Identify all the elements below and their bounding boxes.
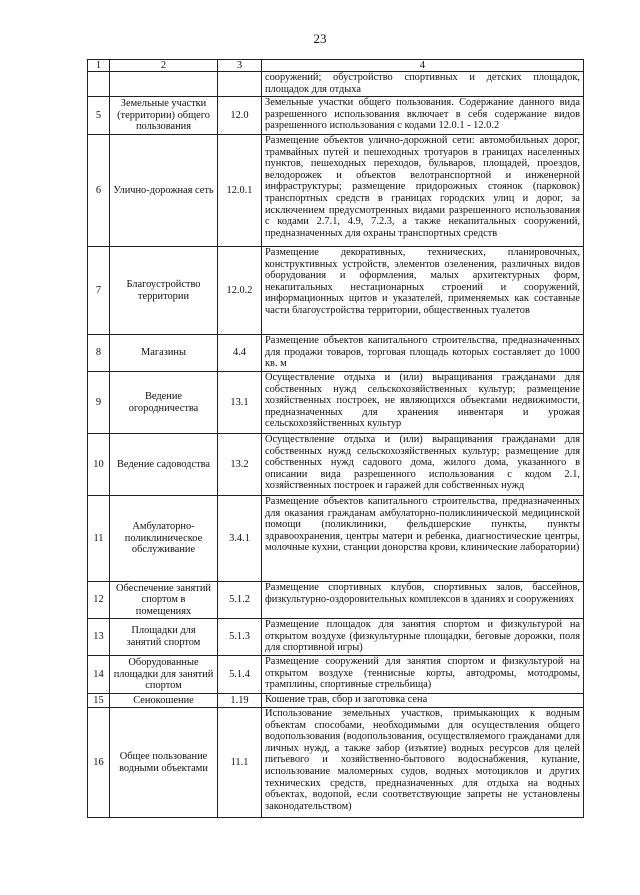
row-code: 12.0.1: [218, 135, 262, 247]
row-name: Общее пользование водными объектами: [110, 708, 218, 818]
row-number: 8: [88, 335, 110, 372]
table-row: [88, 72, 584, 97]
row-name: Оборудованные площадки для занятий спортом: [110, 656, 218, 694]
row-description: Осуществление отдыха и (или) выращивания гражданами для собственных нужд сельскохозяйственных культур; размещение хозяйственных построек, не являющихся объектами недвижимости, предназначенных для хранения инвентаря и урожая сельскохозяйственных культур: [262, 372, 584, 434]
row-code: 13.2: [218, 434, 262, 496]
row-code: 5.1.2: [218, 582, 262, 619]
row-description: Размещение декоративных, технических, планировочных, конструктивных устройств, элементов озеленения, различных видов оборудования и оформления, малых архитектурных форм, некапитальных нестационарных строений и сооружений, информационных щитов и указателей, применяемых как составные части благоустройства территории, общественных туалетов: [262, 247, 584, 335]
table-row: [88, 694, 584, 708]
land-use-table: [87, 59, 584, 818]
row-description: сооружений; обустройство спортивных и детских площадок, площадок для отдыха: [262, 72, 584, 97]
header-col-4: 4: [262, 60, 584, 72]
header-row: [88, 60, 584, 72]
table-row: [88, 496, 584, 582]
row-name: Ведение садоводства: [110, 434, 218, 496]
row-name: Земельные участки (территории) общего пользования: [110, 97, 218, 135]
row-description: Размещение объектов капитального строительства, предназначенных для продажи товаров, торговая площадь которых составляет до 1000 кв. м: [262, 335, 584, 372]
row-code: 4.4: [218, 335, 262, 372]
row-name: Ведение огородничества: [110, 372, 218, 434]
row-number: 5: [88, 97, 110, 135]
row-description: Кошение трав, сбор и заготовка сена: [262, 694, 584, 708]
row-name: Благоустройство территории: [110, 247, 218, 335]
row-name: Обеспечение занятий спортом в помещениях: [110, 582, 218, 619]
row-description: Размещение спортивных клубов, спортивных залов, бассейнов, физкультурно-оздоровительных комплексов в зданиях и сооружениях: [262, 582, 584, 619]
row-code: 3.4.1: [218, 496, 262, 582]
row-description: Осуществление отдыха и (или) выращивания гражданами для собственных нужд сельскохозяйственных культур; размещение для собственных нужд садового дома, жилого дома, указанного в описании вида разрешенного использования с кодом 2.1, хозяйственных построек и гаражей для собственных нужд: [262, 434, 584, 496]
row-number: 15: [88, 694, 110, 708]
row-code: 12.0: [218, 97, 262, 135]
row-number: 7: [88, 247, 110, 335]
row-number: 16: [88, 708, 110, 818]
row-number: 14: [88, 656, 110, 694]
table-row: [88, 372, 584, 434]
row-name: Улично-дорожная сеть: [110, 135, 218, 247]
header-col-3: 3: [218, 60, 262, 72]
header-col-2: 2: [110, 60, 218, 72]
table-row: [88, 97, 584, 135]
row-code: 1.19: [218, 694, 262, 708]
row-number: [88, 72, 110, 97]
row-number: 12: [88, 582, 110, 619]
row-name: Магазины: [110, 335, 218, 372]
row-number: 6: [88, 135, 110, 247]
row-number: 9: [88, 372, 110, 434]
header-col-1: 1: [88, 60, 110, 72]
row-code: 11.1: [218, 708, 262, 818]
row-name: Сенокошение: [110, 694, 218, 708]
row-code: [218, 72, 262, 97]
row-name: [110, 72, 218, 97]
table-row: [88, 656, 584, 694]
row-name: Площадки для занятий спортом: [110, 619, 218, 656]
row-code: 5.1.3: [218, 619, 262, 656]
row-code: 13.1: [218, 372, 262, 434]
table-row: [88, 434, 584, 496]
row-description: Размещение сооружений для занятия спортом и физкультурой на открытом воздухе (теннисные корты, автодромы, мотодромы, трамплины, спортивные стрельбища): [262, 656, 584, 694]
row-description: Размещение объектов улично-дорожной сети: автомобильных дорог, трамвайных путей и пешеходных тротуаров в границах населенных пунктов, пешеходных переходов, бульваров, площадей, проездов, велодорожек и объектов велотранспортной и инженерной инфраструктуры; размещение придорожных стоянок (парковок) транспортных средств в границах городских улиц и дорог, за исключением предусмотренных видами разрешенного использования с кодами 2.7.1, 4.9, 7.2.3, а также некапитальных сооружений, предназначенных для охраны транспортных средств: [262, 135, 584, 247]
row-description: Земельные участки общего пользования. Содержание данного вида разрешенного использования включает в себя содержание видов разрешенного использования с кодами 12.0.1 - 12.0.2: [262, 97, 584, 135]
table-row: [88, 135, 584, 247]
row-name: Амбулаторно-поликлиническое обслуживание: [110, 496, 218, 582]
table-row: [88, 247, 584, 335]
table-row: [88, 708, 584, 818]
row-code: 5.1.4: [218, 656, 262, 694]
row-number: 10: [88, 434, 110, 496]
table-row: [88, 335, 584, 372]
table-row: [88, 619, 584, 656]
row-description: Использование земельных участков, примыкающих к водным объектам способами, необходимыми для осуществления общего водопользования (водопользования, осуществляемого гражданами для личных нужд, а также забор (изъятие) водных ресурсов для целей питьевого и хозяйственно-бытового водоснабжения, купание, использование маломерных судов, водных мотоциклов и других технических средств, предназначенных для отдыха на водных объектах, водопой, если соответствующие запреты не установлены законодательством): [262, 708, 584, 818]
row-description: Размещение площадок для занятия спортом и физкультурой на открытом воздухе (физкультурные площадки, беговые дорожки, поля для спортивной игры): [262, 619, 584, 656]
row-description: Размещение объектов капитального строительства, предназначенных для оказания гражданам амбулаторно-поликлинической медицинской помощи (поликлиники, фельдшерские пункты, пункты здравоохранения, центры матери и ребенка, диагностические центры, молочные кухни, станции донорства крови, клинические лаборатории): [262, 496, 584, 582]
row-code: 12.0.2: [218, 247, 262, 335]
row-number: 13: [88, 619, 110, 656]
row-number: 11: [88, 496, 110, 582]
page-number: 23: [313, 31, 327, 46]
table-row: [88, 582, 584, 619]
